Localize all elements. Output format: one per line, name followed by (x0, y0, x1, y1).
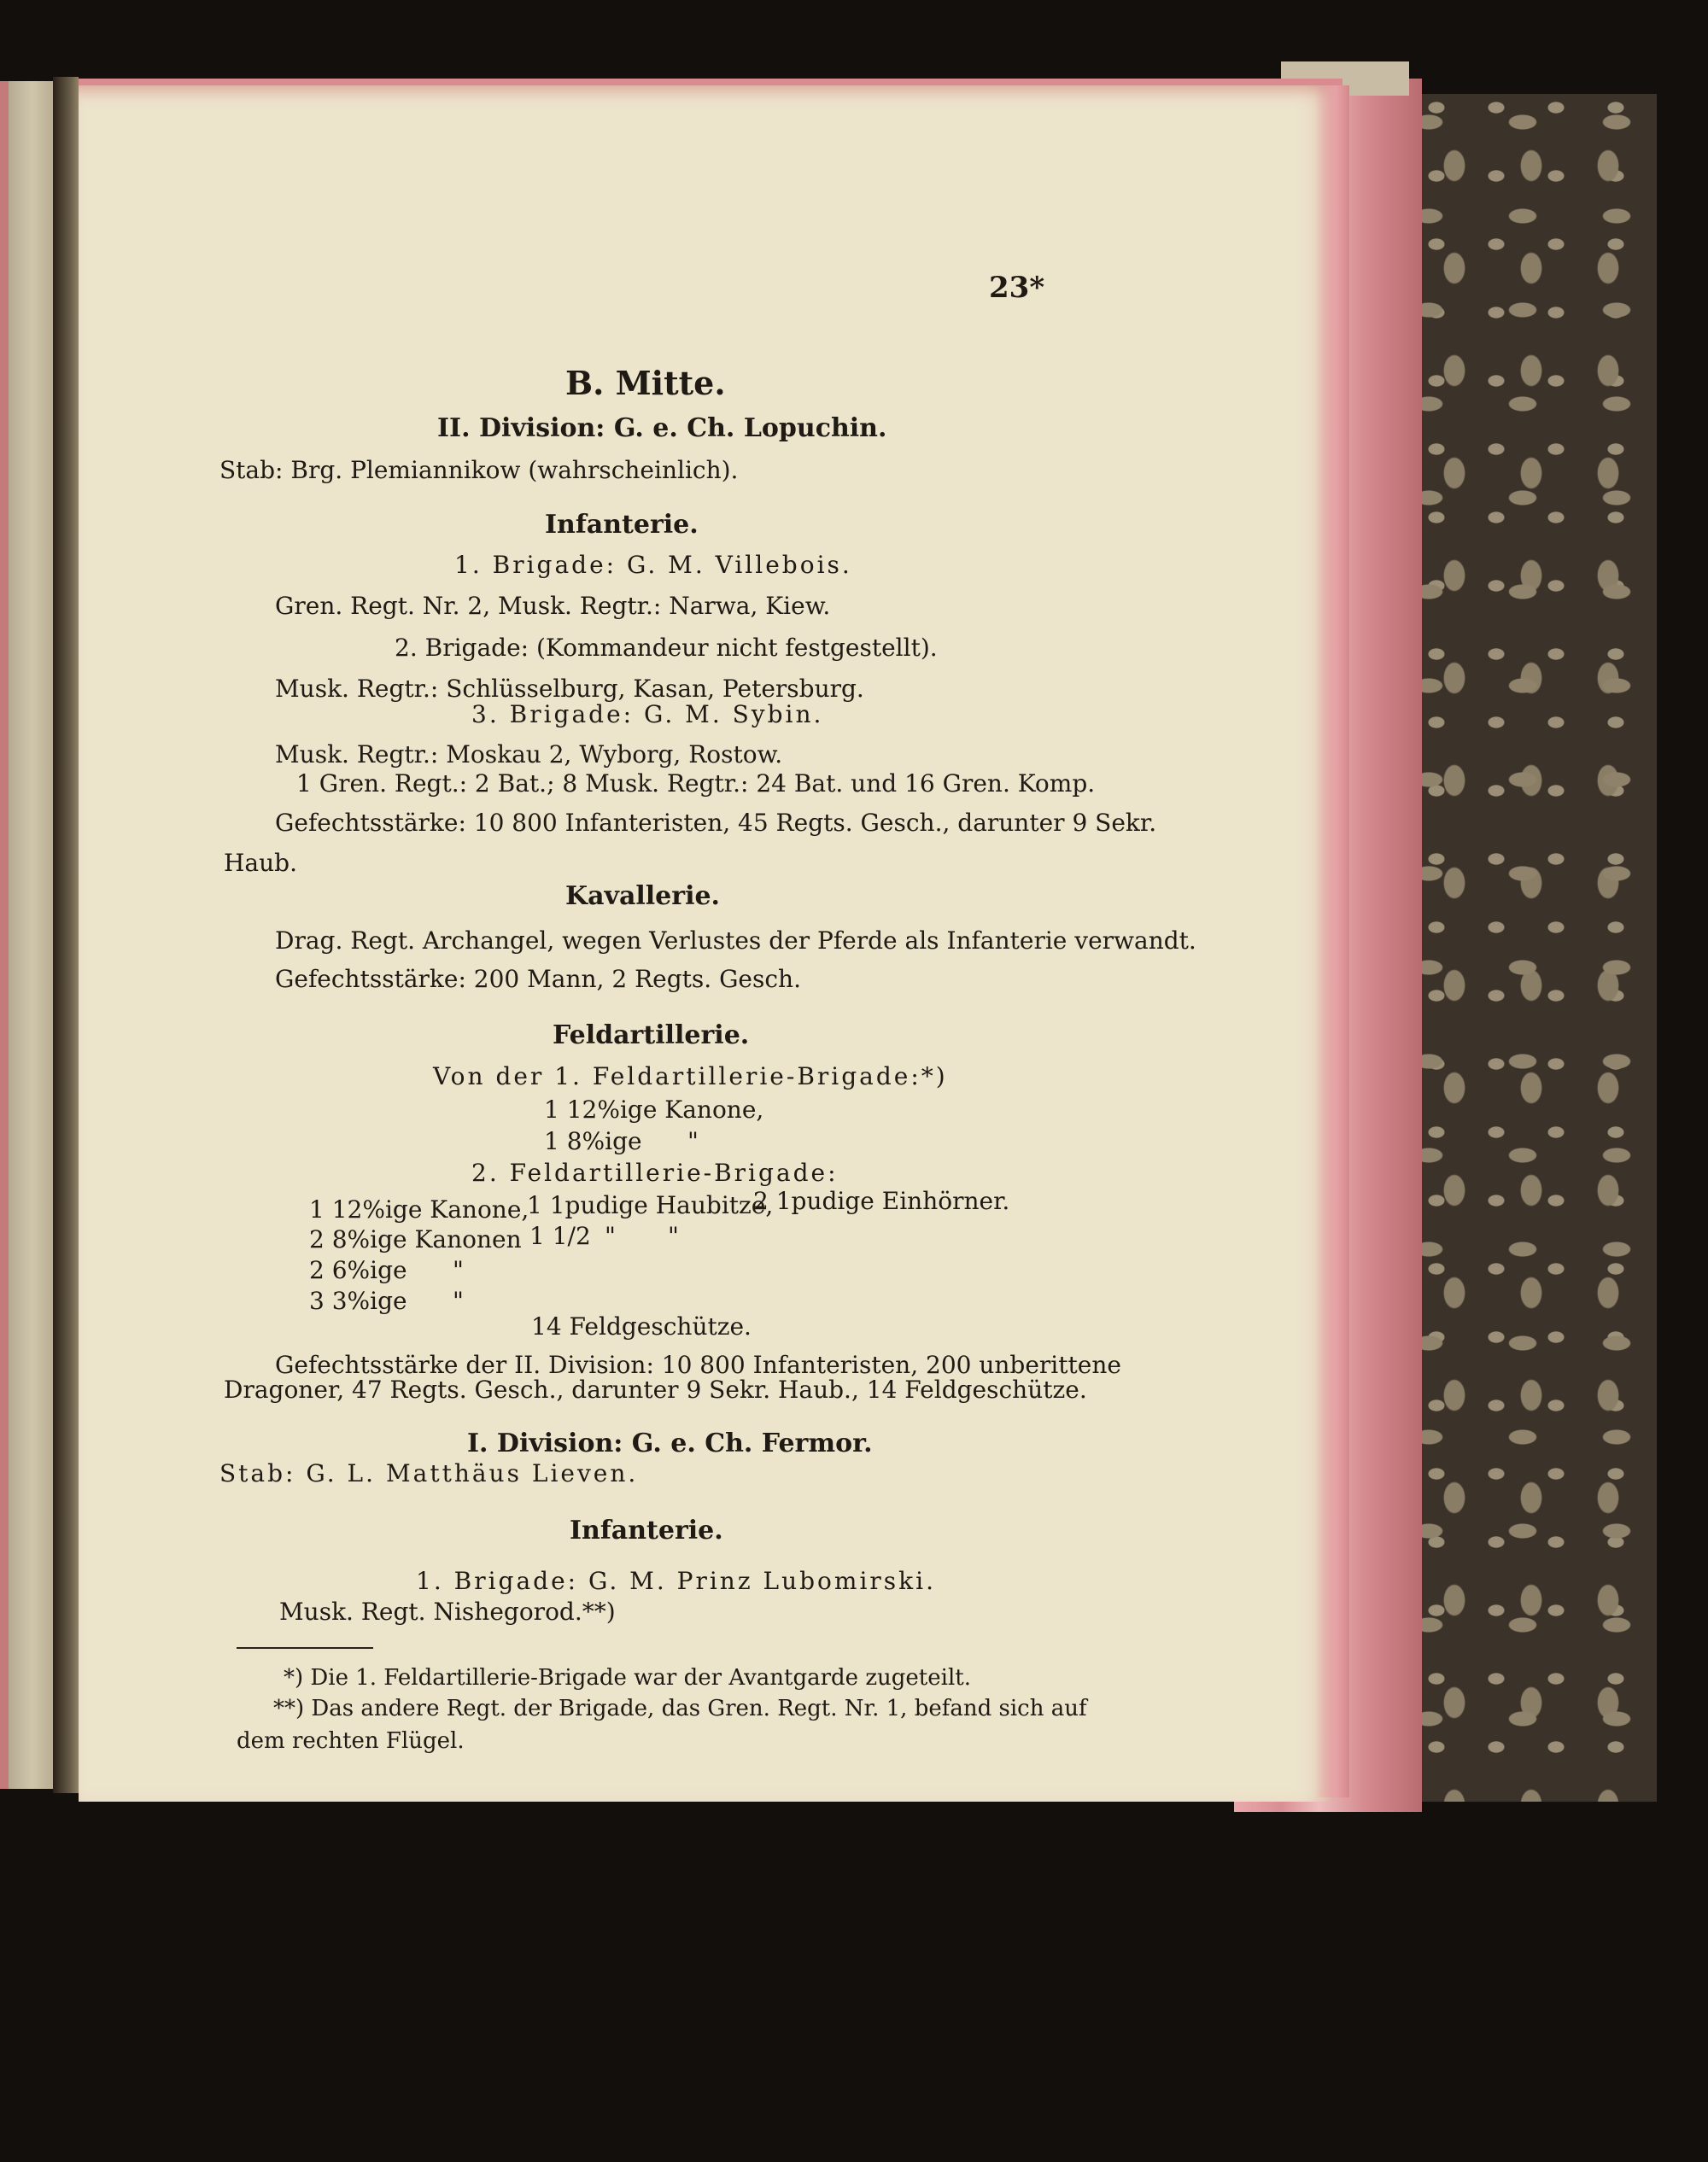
footnote-2-line-2: dem rechten Flügel. (237, 1728, 465, 1754)
feldartillerie-brigade-2: 2. Feldartillerie-Brigade: (471, 1159, 839, 1187)
division-2-stab: Stab: Brg. Plemiannikow (wahrscheinlich). (219, 456, 739, 484)
division-1-brigade-1-units: Musk. Regt. Nishegorod.**) (279, 1598, 616, 1626)
feldgeschuetze-total: 14 Feldgeschütze. (531, 1312, 752, 1341)
division-2-heading: II. Division: G. e. Ch. Lopuchin. (437, 413, 887, 443)
division-1-brigade-1: 1. Brigade: G. M. Prinz Lubomirski. (416, 1567, 936, 1595)
brigade-1-item-2: 1 8%ige (544, 1127, 642, 1155)
infanterie-heading: Infanterie. (545, 510, 699, 540)
division-2-total-line-2: Dragoner, 47 Regts. Gesch., darunter 9 Sekr. Haub., 14 Feldgeschütze. (224, 1376, 1087, 1404)
kavallerie-heading: Kavallerie. (565, 881, 720, 911)
ditto-mark: " (687, 1127, 699, 1155)
footnote-2-line-1: **) Das andere Regt. der Brigade, das Gren. Regt. Nr. 1, befand sich auf (273, 1696, 1087, 1721)
from-brigade-1: Von der 1. Feldartillerie-Brigade:*) (433, 1062, 948, 1090)
infanterie-summary: 1 Gren. Regt.: 2 Bat.; 8 Musk. Regtr.: 24 Bat. und 16 Gren. Komp. (296, 769, 1096, 798)
ditto-mark: " (668, 1222, 679, 1250)
section-title: B. Mitte. (565, 364, 726, 402)
division-1-heading: I. Division: G. e. Ch. Fermor. (467, 1429, 873, 1458)
brigade-2-row-1-col-3: 2 1pudige Einhörner. (753, 1187, 1010, 1215)
footnote-rule (237, 1647, 373, 1649)
brigade-2-heading: 2. Brigade: (Kommandeur nicht festgestellt). (395, 634, 938, 662)
feldartillerie-heading: Feldartillerie. (553, 1020, 750, 1050)
infanterie-strength-line-2: Haub. (224, 849, 297, 877)
left-page-red-edge (0, 81, 9, 1789)
brigade-2-row-1-col-1: 1 12%ige Kanone, (309, 1195, 529, 1224)
brigade-2-row-4-col-1: 3 3%ige (309, 1287, 407, 1315)
page-number: 23* (989, 271, 1045, 305)
division-1-stab: Stab: G. L. Matthäus Lieven. (219, 1459, 639, 1487)
infanterie-strength-line-1: Gefechtsstärke: 10 800 Infanteristen, 45 Regts. Gesch., darunter 9 Sekr. (275, 809, 1157, 837)
book-gutter (53, 77, 79, 1793)
brigade-2-row-2-col-1: 2 8%ige Kanonen (309, 1225, 522, 1253)
brigade-1-heading: 1. Brigade: G. M. Villebois. (454, 551, 852, 579)
division-1-infanterie-heading: Infanterie. (570, 1516, 723, 1546)
footnote-1: *) Die 1. Feldartillerie-Brigade war der Avantgarde zugeteilt. (284, 1665, 971, 1691)
brigade-2-row-3-col-1: 2 6%ige (309, 1256, 407, 1284)
patterned-book-cover (1401, 94, 1657, 1802)
ditto-mark: " (453, 1287, 464, 1315)
division-2-total-line-1: Gefechtsstärke der II. Division: 10 800 Infanteristen, 200 unberittene (275, 1351, 1121, 1379)
ditto-mark: " (605, 1222, 616, 1250)
kavallerie-line-2: Gefechtsstärke: 200 Mann, 2 Regts. Gesch. (275, 965, 801, 993)
brigade-3-units: Musk. Regtr.: Moskau 2, Wyborg, Rostow. (275, 740, 783, 768)
kavallerie-line-1: Drag. Regt. Archangel, wegen Verlustes der Pferde als Infanterie verwandt. (275, 926, 1196, 955)
brigade-2-row-1-col-2: 1 1pudige Haubitze, (527, 1191, 774, 1219)
brigade-3-heading: 3. Brigade: G. M. Sybin. (471, 700, 824, 728)
brigade-1-units: Gren. Regt. Nr. 2, Musk. Regtr.: Narwa, Kiew. (275, 592, 831, 620)
ditto-mark: " (453, 1256, 464, 1284)
brigade-2-row-2-col-2: 1 1/2 (529, 1222, 591, 1250)
brigade-1-item-1: 1 12%ige Kanone, (544, 1096, 764, 1124)
brigade-2-units: Musk. Regtr.: Schlüsselburg, Kasan, Petersburg. (275, 675, 864, 703)
page-red-right-edge (1315, 85, 1349, 1797)
